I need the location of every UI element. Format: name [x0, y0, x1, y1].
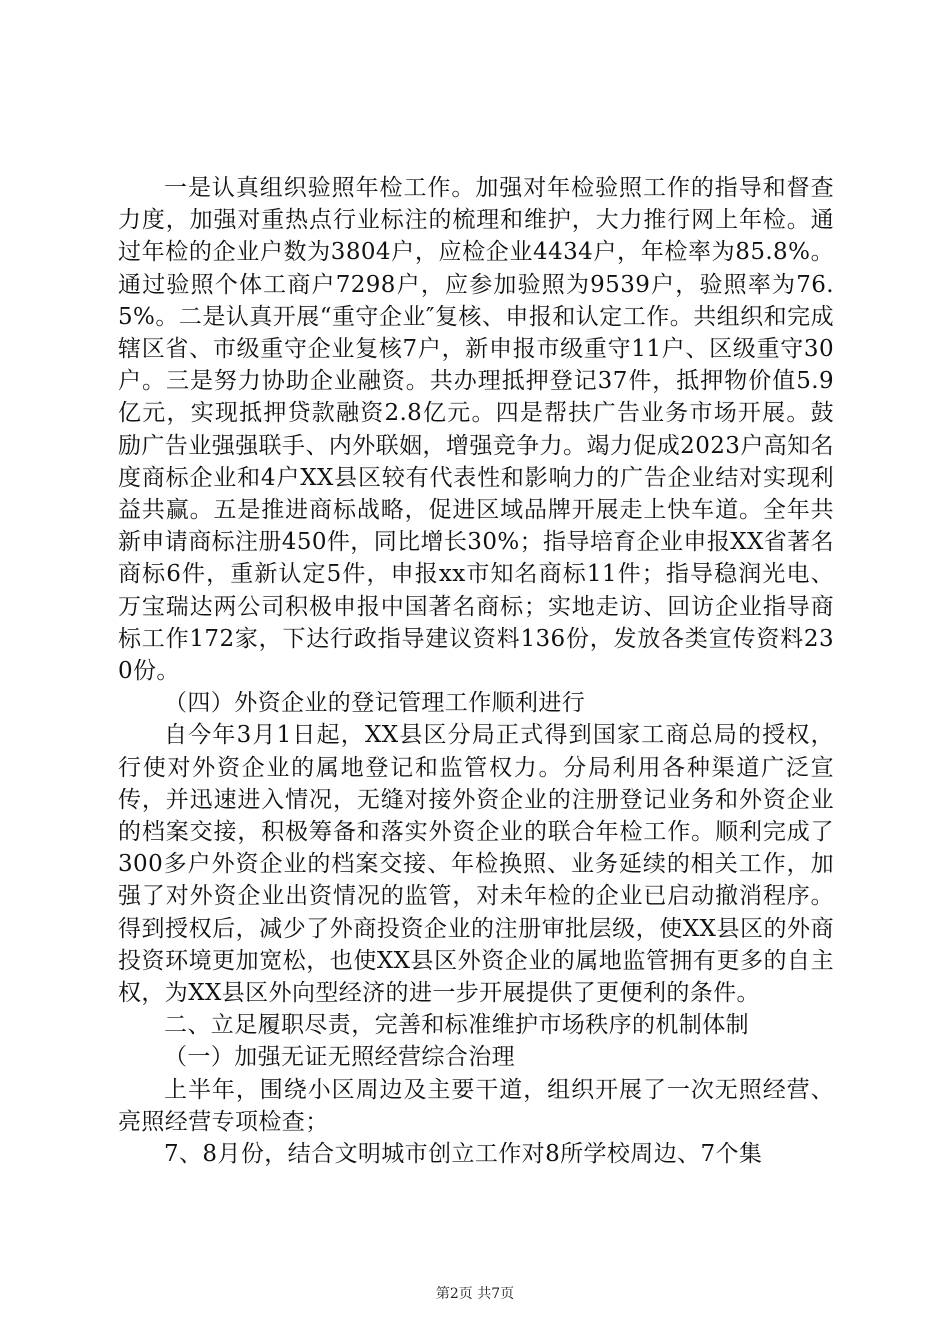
paragraph-july-august: 7、8月份，结合文明城市创立工作对8所学校周边、7个集 — [164, 1141, 763, 1168]
heading-foreign-enterprise-registration: （四）外资企业的登记管理工作顺利进行 — [164, 690, 586, 717]
paragraph-first-half-inspection: 上半年，围绕小区周边及主要干道，组织开展了一次无照经营、亮照经营专项检查； — [118, 1076, 834, 1135]
page-footer: 第2页 共7页 — [435, 1286, 515, 1302]
paragraph-enterprise-services: 一是认真组织验照年检工作。加强对年检验照工作的指导和督查力度，加强对重热点行业标注的梳理和维护，大力推行网上年检。通过年检的企业户数为3804户，应检企业4434户，年检率为85.8%。通过验照个体工商户7298户，应参加验照为9539户，验照率为76.5%。二是认真开展“重守企业″复核、申报和认定工作。共组织和完成辖区省、市级重守企业复核7户，新申报市级重守11户、区级重守30户。三是努力协助企业融资。共办理抵押登记37件，抵押物价值5.9亿元，实现抵押贷款融资2.8亿元。四是帮扶广告业务市场开展。鼓励广告业强强联手、内外联姻，增强竞争力。竭力促成2023户高知名度商标企业和4户XX县区较有代表性和影响力的广告企业结对实现利益共赢。五是推进商标战略，促进区域品牌开展走上快车道。全年共新申请商标注册450件，同比增长30%；指导培育企业申报XX省著名商标6件，重新认定5件，申报xx市知名商标11件；指导稳润光电、万宝瑞达两公司积极申报中国著名商标；实地走访、回访企业指导商标工作172家，下达行政指导建议资料136份，发放各类宣传资料230份。 — [118, 175, 834, 685]
document-body — [118, 172, 834, 1170]
paragraph-foreign-enterprise-registration: 自今年3月1日起，XX县区分局正式得到国家工商总局的授权，行使对外资企业的属地登记和监管权力。分局利用各种渠道广泛宣传，并迅速进入情况，无缝对接外资企业的注册登记业务和外资企业的档案交接，积极筹备和落实外资企业的联合年检工作。顺利完成了300多户外资企业的档案交接、年检换照、业务延续的相关工作，加强了对外资企业出资情况的监管，对未年检的企业已启动撤消程序。得到授权后，减少了外商投资企业的注册审批层级，使XX县区的外商投资环境更加宽松，也使XX县区外资企业的属地监管拥有更多的自主权，为XX县区外向型经济的进一步开展提供了更便利的条件。 — [118, 722, 834, 1007]
heading-unlicensed-business-governance: （一）加强无证无照经营综合治理 — [164, 1044, 515, 1071]
heading-section-two: 二、立足履职尽责，完善和标准维护市场秩序的机制体制 — [164, 1012, 749, 1039]
